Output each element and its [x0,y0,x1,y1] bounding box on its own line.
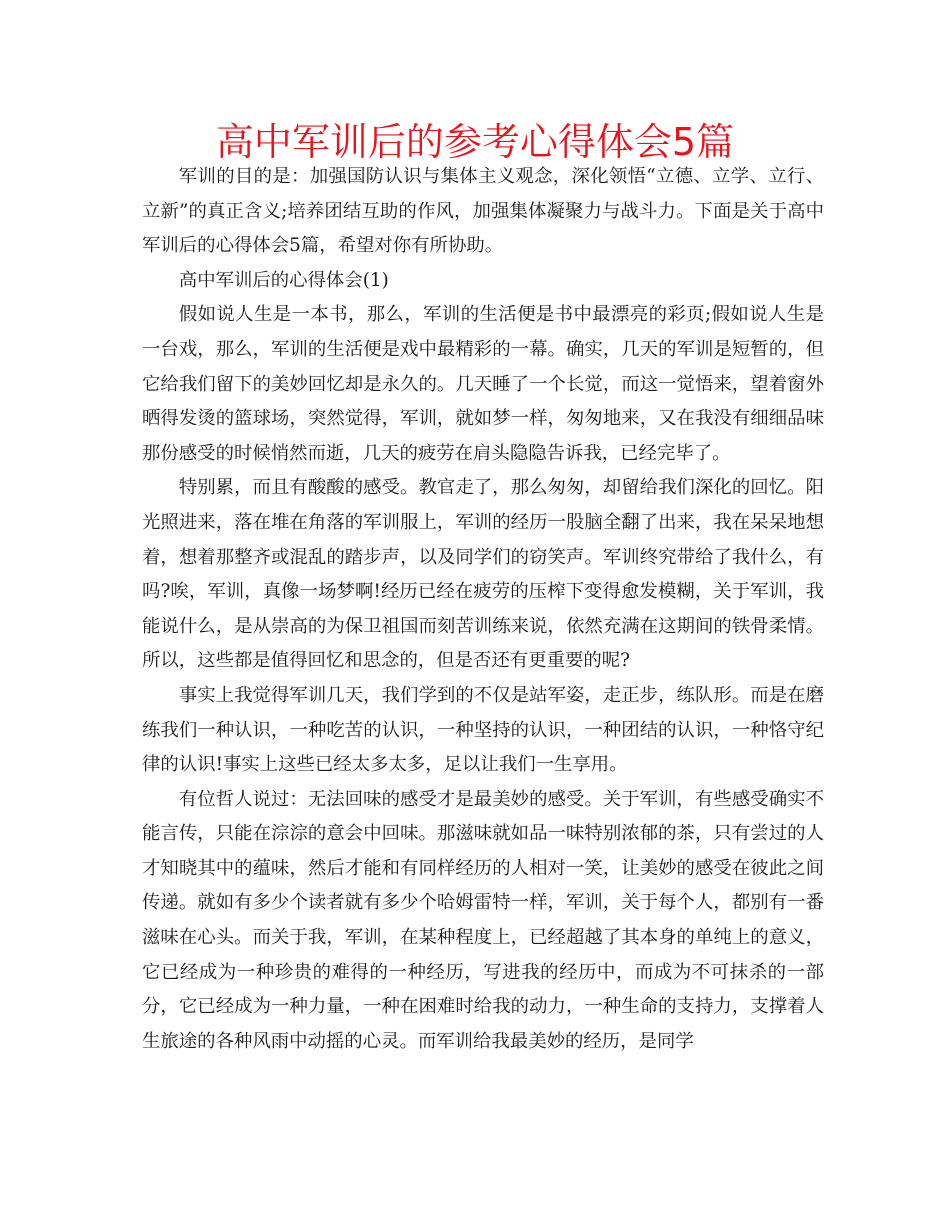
intro-paragraph: 军训的目的是：加强国防认识与集体主义观念，深化领悟“立德、立学、立行、立新”的真正含义;培养团结互助的作风，加强集体凝聚力与战斗力。下面是关于高中军训后的心得体会5篇，希望对你有所协助。 [142,166,824,257]
document-body [142,160,824,1059]
body-paragraph: 假如说人生是一本书，那么，军训的生活便是书中最漂亮的彩页;假如说人生是一台戏，那么，军训的生活便是戏中最精彩的一幕。确实，几天的军训是短暂的，但它给我们留下的美妙回忆却是永久的。几天睡了一个长觉，而这一觉悟来，望着窗外晒得发烫的篮球场，突然觉得，军训，就如梦一样，匆匆地来，又在我没有细细品味那份感受的时候悄然而逝，几天的疲劳在肩头隐隐告诉我，已经完毕了。 [142,304,824,464]
section-heading: 高中军训后的心得体会(1) [178,269,389,291]
body-paragraph: 事实上我觉得军训几天，我们学到的不仅是站军姿，走正步，练队形。而是在磨练我们一种认识，一种吃苦的认识，一种坚持的认识，一种团结的认识，一种恪守纪律的认识!事实上这些已经太多太多，足以让我们一生享用。 [142,684,824,776]
body-paragraph: 有位哲人说过：无法回味的感受才是最美妙的感受。关于军训，有些感受确实不能言传，只能在淙淙的意会中回味。那滋味就如品一味特别浓郁的茶，只有尝过的人才知晓其中的蕴味，然后才能和有同样经历的人相对一笑，让美妙的感受在彼此之间传递。就如有多少个读者就有多少个哈姆雷特一样，军训，关于每个人，都别有一番滋味在心头。而关于我，军训，在某种程度上，已经超越了其本身的单纯上的意义，它已经成为一种珍贵的难得的一种经历，写进我的经历中，而成为不可抹杀的一部分，它已经成为一种力量，一种在困难时给我的动力，一种生命的支持力，支撑着人生旅途的各种风雨中动摇的心灵。而军训给我最美妙的经历，是同学 [142,788,824,1052]
document-title: 高中军训后的参考心得体会5篇 [215,120,735,164]
body-paragraph: 特别累，而且有酸酸的感受。教官走了，那么匆匆，却留给我们深化的回忆。阳光照进来，落在堆在角落的军训服上，军训的经历一股脑全翻了出来，我在呆呆地想着，想着那整齐或混乱的踏步声，以及同学们的窃笑声。军训终究带给了我什么，有吗?唉，军训，真像一场梦啊!经历已经在疲劳的压榨下变得愈发模糊，关于军训，我能说什么，是从崇高的为保卫祖国而刻苦训练来说，依然充满在这期间的铁骨柔情。所以，这些都是值得回忆和思念的，但是否还有更重要的呢? [142,477,824,672]
